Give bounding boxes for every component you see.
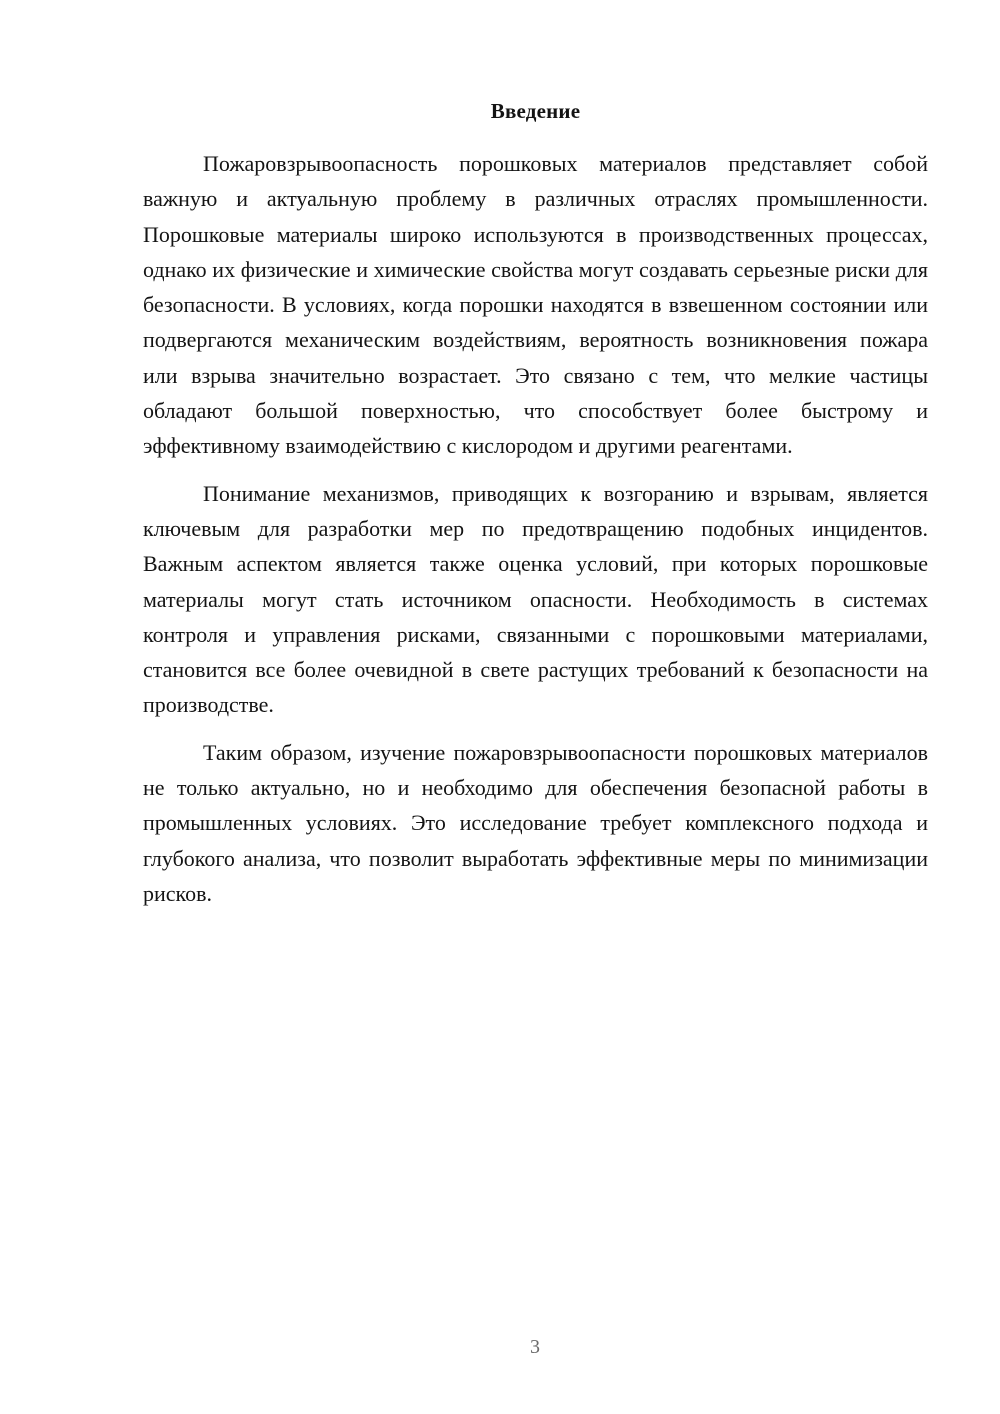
page-number: 3 [530, 1336, 540, 1358]
paragraph-2: Понимание механизмов, приводящих к возгоранию и взрывам, является ключевым для разработки мер по предотвращению подобных инцидентов. Важным аспектом является также оценка условий, при которых порошковые материалы могут стать источником опасности. Необходимость в системах контроля и управления рисками, связанными с порошковыми материалами, становится все более очевидной в свете растущих требований к безопасности на производстве. [143, 480, 928, 718]
section-heading: Введение [490, 99, 581, 123]
paragraph-1: Пожаровзрывоопасность порошковых материалов представляет собой важную и актуальную проблему в различных отраслях промышленности. Порошковые материалы широко используются в производственных процессах, однако их физические и химические свойства могут создавать серьезные риски для безопасности. В условиях, когда порошки находятся в взвешенном состоянии или подвергаются механическим воздействиям, вероятность возникновения пожара или взрыва значительно возрастает. Это связано с тем, что мелкие частицы обладают большой поверхностью, что способствует более быстрому и эффективному взаимодействию с кислородом и другими реагентами. [143, 151, 928, 459]
paragraph-3: Таким образом, изучение пожаровзрывоопасности порошковых материалов не только актуально, но и необходимо для обеспечения безопасной работы в промышленных условиях. Это исследование требует комплексного подхода и глубокого анализа, что позволит выработать эффективные меры по минимизации рисков. [143, 739, 928, 906]
page-content [143, 94, 928, 911]
